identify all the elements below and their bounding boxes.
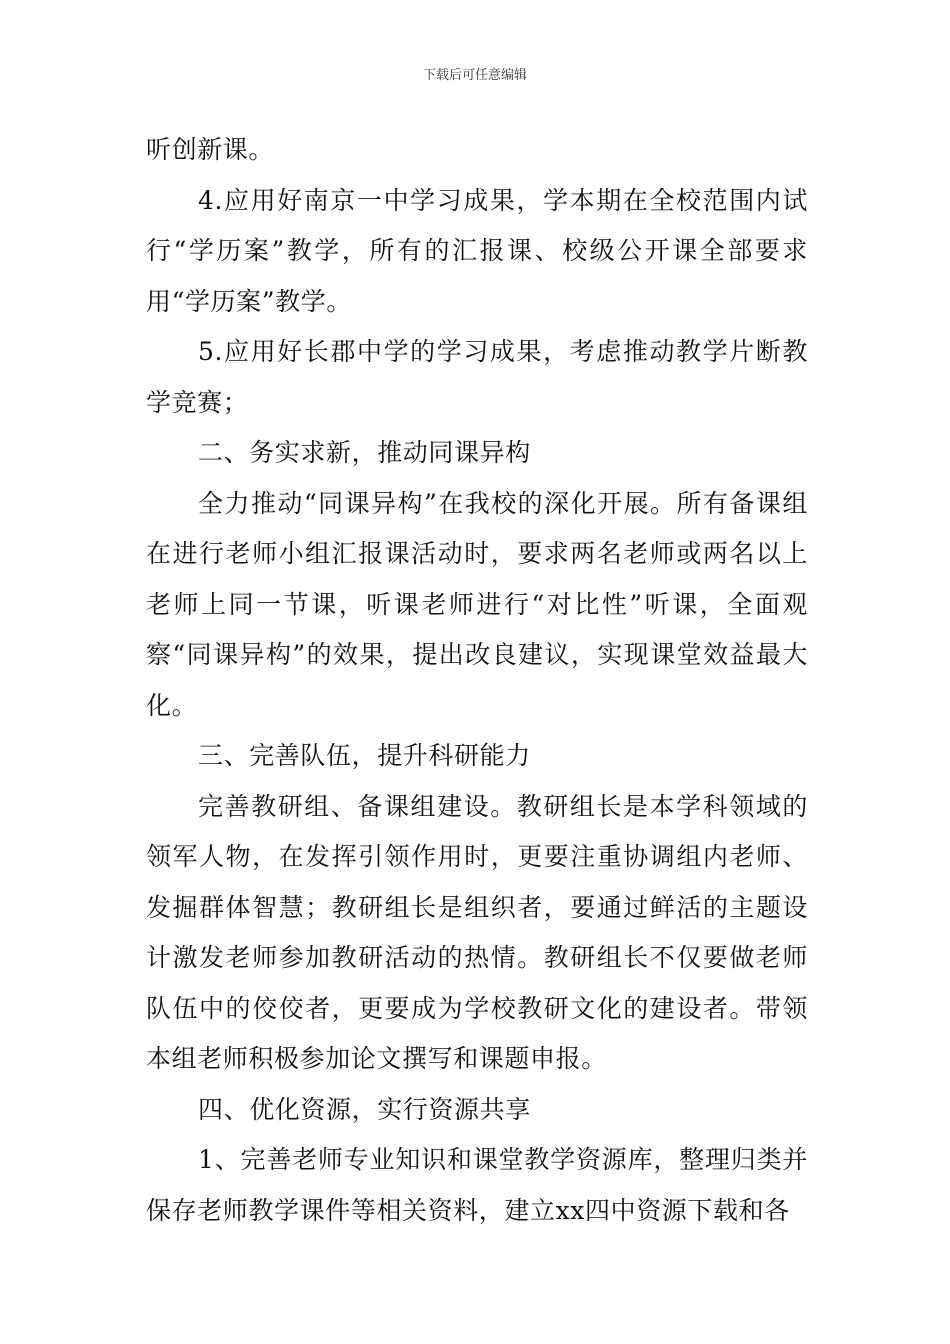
paragraph-continuation: 听创新课。 (146, 135, 275, 164)
section-heading-3: 三、完善队伍，提升科研能力 (198, 741, 531, 770)
paragraph-section-3: 完善教研组、备课组建设。教研组长是本学科领域的领军人物，在发挥引领作用时，更要注重协调组内老师、发掘群体智慧；教研组长是组织者，要通过鲜活的主题设计激发老师参加教研活动的热情。教研组长不仅要做老师队伍中的佼佼者，更要成为学校教研文化的建设者。带领本组老师积极参加论文撰写和课题申报。 (146, 791, 808, 1073)
paragraph-section-2: 全力推动“同课异构”在我校的深化开展。所有备课组在进行老师小组汇报课活动时，要求两名老师或两名以上老师上同一节课，听课老师进行“对比性”听课，全面观察“同课异构”的效果，提出改良建议，实现课堂效益最大化。 (146, 488, 808, 720)
section-heading-2: 二、务实求新，推动同课异构 (198, 438, 531, 467)
paragraph-section-4-item-1: 1、完善老师专业知识和课堂教学资源库，整理归类并保存老师教学课件等相关资料，建立xx四中资源下载和各 (146, 1145, 808, 1225)
paragraph-item-4: 4.应用好南京一中学习成果，学本期在全校范围内试行“学历案”教学，所有的汇报课、校级公开课全部要求用“学历案”教学。 (146, 185, 808, 316)
section-heading-4: 四、优化资源，实行资源共享 (198, 1094, 531, 1124)
paragraph-item-5: 5.应用好长郡中学的学习成果，考虑推动教学片断教学竞赛； (146, 337, 808, 417)
document-body (146, 125, 808, 1236)
page-header: 下载后可任意编辑 (422, 68, 527, 83)
